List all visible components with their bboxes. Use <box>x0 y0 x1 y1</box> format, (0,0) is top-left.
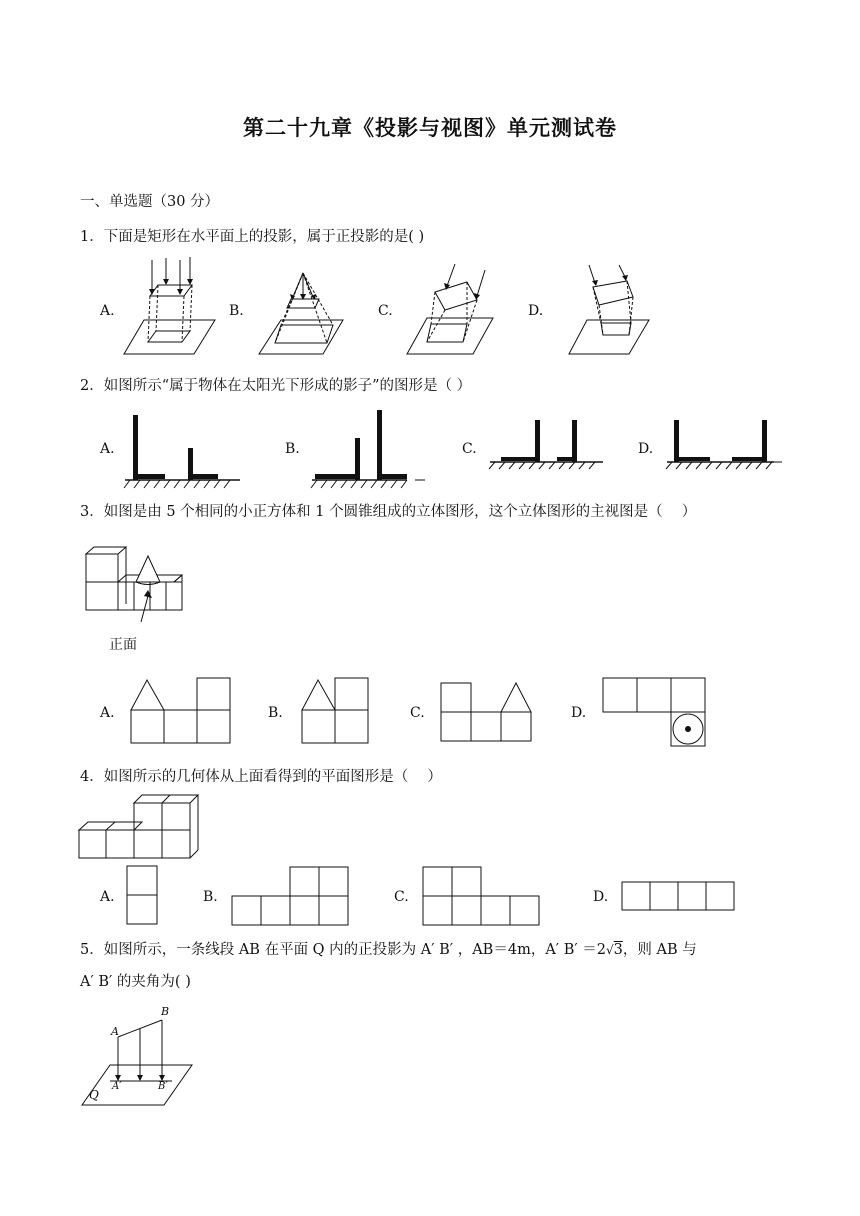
q3-figure-b <box>301 677 371 745</box>
q2-figure-b <box>307 405 432 495</box>
question-2-text: 2．如图所示“属于物体在太阳光下形成的影子”的图形是（ ） <box>80 378 472 394</box>
q1-option-c[interactable]: C. <box>378 303 393 319</box>
q2-option-c[interactable]: C. <box>462 441 477 457</box>
page-title: 第二十九章《投影与视图》单元测试卷 <box>243 115 617 140</box>
q1-option-d[interactable]: D. <box>528 303 544 319</box>
q4-solid-figure <box>78 794 206 860</box>
q4-figure-b <box>231 865 353 927</box>
q1-option-a[interactable]: A. <box>100 303 115 319</box>
q3-option-b[interactable]: B. <box>268 705 283 721</box>
q3-figure-a <box>130 677 232 745</box>
question-1-text: 1．下面是矩形在水平面上的投影，属于正投影的是( ) <box>80 229 425 245</box>
q3-option-c[interactable]: C. <box>410 705 425 721</box>
q2-figure-c <box>485 412 610 477</box>
q2-option-a[interactable]: A. <box>100 441 115 457</box>
q5-label-q: Q <box>89 1088 99 1102</box>
q5-label-b: B <box>161 1005 170 1018</box>
section-heading: 一、单选题（30 分） <box>80 194 220 210</box>
q1-figure-b <box>257 265 345 357</box>
question-5-text-line2: A′ B′ 的夹角为( ) <box>80 974 191 990</box>
q4-option-d[interactable]: D. <box>593 889 609 905</box>
q4-option-c[interactable]: C. <box>394 889 409 905</box>
q4-figure-a <box>126 865 160 927</box>
q4-option-a[interactable]: A. <box>100 889 115 905</box>
q3-front-label: 正面 <box>109 637 137 653</box>
q3-figure-c <box>440 680 532 742</box>
question-3-text: 3．如图是由 5 个相同的小正方体和 1 个圆锥组成的立体图形，这个立体图形的主视图是（ ） <box>80 504 697 520</box>
question-5-text-line1 <box>80 940 697 960</box>
q1-option-b[interactable]: B. <box>229 303 244 319</box>
sqrt-sign: √ <box>605 943 614 957</box>
q3-figure-d <box>602 677 706 747</box>
q2-figure-a <box>120 410 250 495</box>
q4-option-b[interactable]: B. <box>203 889 218 905</box>
q5-label-a: A <box>111 1025 119 1038</box>
q1-figure-a <box>122 255 217 357</box>
q1-figure-c <box>405 262 495 357</box>
q1-figure-d <box>567 265 652 357</box>
q5-sqrt-value: 3 <box>613 942 623 958</box>
q2-figure-d <box>662 412 787 477</box>
q3-option-d[interactable]: D. <box>571 705 587 721</box>
q5-label-a-prime: A′ <box>112 1081 122 1092</box>
q2-option-d[interactable]: D. <box>638 441 654 457</box>
q5-text-part2: ，则 AB 与 <box>622 942 697 958</box>
q5-text-part1: 5．如图所示，一条线段 AB 在平面 Q 内的正投影为 A′ B′ ，AB＝4m，A′ B′ ＝2 <box>80 942 606 958</box>
q2-option-b[interactable]: B. <box>285 441 300 457</box>
q4-figure-d <box>620 880 736 912</box>
question-4-text: 4．如图所示的几何体从上面看得到的平面图形是（ ） <box>80 769 442 785</box>
q3-option-a[interactable]: A. <box>100 705 115 721</box>
q4-figure-c <box>421 865 543 927</box>
q5-label-b-prime: B′ <box>158 1081 168 1092</box>
